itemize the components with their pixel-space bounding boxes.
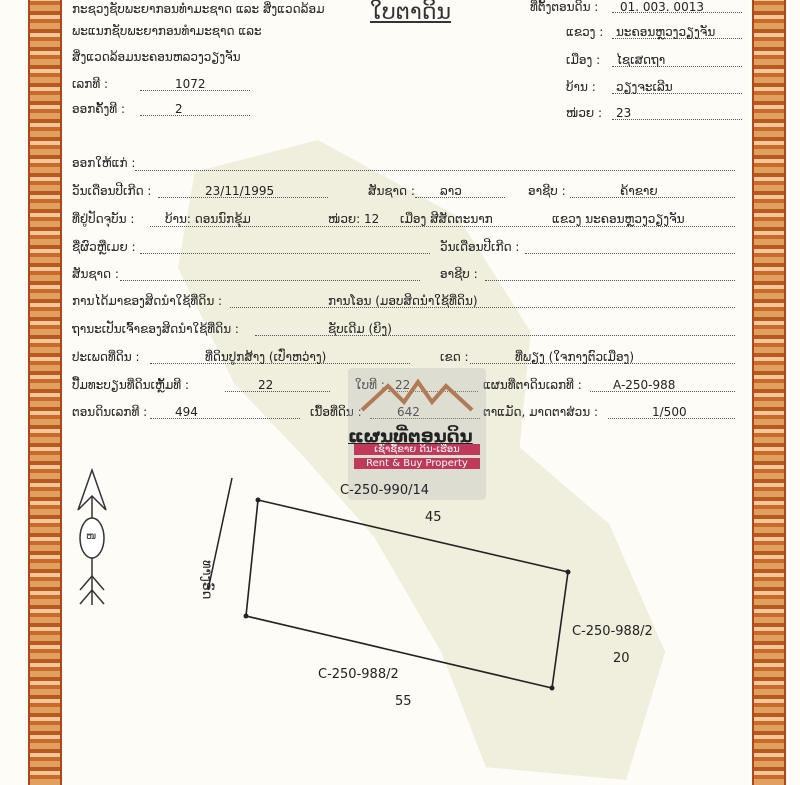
issue-label: ອອກຄັ້ງທີ : (72, 102, 125, 116)
occupation-value: ຄ້າຂາຍ (620, 184, 658, 198)
address-district: ເມືອງ ສີສັດຕະນາກ (400, 212, 493, 226)
district-value: ໄຊເສດຖາ (616, 53, 666, 67)
district-label: ເມືອງ : (566, 53, 601, 67)
spouse-label: ຊື່ຜົວຫຼືເມຍ : (72, 240, 136, 254)
land-type-value: ທີ່ດິນປູກສ້າງ (ເປົ່າຫວ່າງ) (205, 350, 327, 364)
spouse-occupation-label: ອາຊີບ : (440, 267, 478, 281)
page-label: ໃບທີ : (355, 378, 385, 392)
right-side-length: 20 (613, 651, 630, 666)
ministry-line2: ພະແນກຊັບພະຍາກອນທຳມະຊາດ ແລະ (72, 24, 262, 38)
register-value: 22 (258, 378, 274, 392)
page-value: 22 (395, 378, 411, 392)
status-value: ຊັບເດີມ (ຍິງ) (328, 322, 392, 336)
right-neighbor-parcel: C-250-988/2 (572, 624, 653, 639)
unit-value: 23 (616, 106, 632, 120)
acquisition-value: ການໂອນ (ມອບສິດນຳໃຊ້ທີ່ດິນ) (328, 294, 478, 308)
address-label: ທີ່ຢູ່ປັດຈຸບັນ : (72, 212, 135, 226)
top-side-length: 45 (425, 510, 442, 525)
north-label: ໜ (86, 531, 97, 542)
number-label: ເລກທີ : (72, 77, 109, 91)
issued-to-label: ອອກໃຫ້ແກ່ : (72, 156, 136, 170)
corner-marker (550, 686, 555, 691)
scale-label: ຕາແມັດ, ມາດຕາສ່ວນ : (483, 405, 599, 419)
area-label: ເນື້ອທີ່ດິນ : (310, 405, 362, 419)
nationality-value: ລາວ (440, 184, 462, 198)
code-value: 01. 003. 0013 (620, 0, 704, 14)
parcel-value: 494 (175, 405, 198, 419)
issue-value: 2 (175, 102, 183, 116)
land-type-label: ປະເພດທີ່ດິນ : (72, 350, 140, 364)
occupation-label: ອາຊີບ : (528, 184, 566, 198)
dob-value: 23/11/1995 (205, 184, 275, 198)
top-neighbor-parcel: C-250-990/14 (340, 483, 430, 498)
province-label: ແຂວງ : (566, 25, 604, 39)
address-village: ບ້ານ: ດອນນົກຂຸ້ມ (165, 212, 251, 226)
province-value: ນະຄອນຫຼວງວຽງຈັນ (616, 25, 716, 39)
parcel-label: ຕອນດິນເລກທີ : (72, 405, 148, 419)
register-label: ປື້ມທະບຽນທີ່ດິນເຫຼັ້ມທີ : (72, 378, 189, 392)
zone-value: ທີ່ພຽງ (ໃຈກາງຕົວເມືອງ) (515, 350, 635, 364)
number-value: 1072 (175, 77, 206, 91)
parcel-boundary (246, 500, 568, 688)
address-unit: ໜ່ວຍ: 12 (328, 212, 380, 226)
ministry-line3: ສິ່ງແວດລ້ອມນະຄອນຫລວງວຽງຈັນ (72, 50, 241, 64)
road-label: ທາງຣົດ (199, 560, 214, 600)
nationality-label: ສັນຊາດ : (368, 184, 415, 198)
scale-value: 1/500 (652, 405, 687, 419)
unit-label: ໜ່ວຍ : (566, 106, 603, 120)
village-value: ວຽງຈະເລີນ (616, 80, 673, 94)
zone-label: ເຂດ : (440, 350, 469, 364)
watermark-line1: ເຊົ່າຊື້ຂາຍ ດິນ-ເຮືອນ (354, 444, 480, 455)
acquisition-label: ການໄດ້ມາຂອງສິດນຳໃຊ້ທີ່ດິນ : (72, 294, 223, 308)
plan-title: ແຜນທີ່ຕອນດິນ (348, 426, 473, 447)
map-number-value: A-250-988 (613, 378, 676, 392)
bottom-side-length: 55 (395, 694, 412, 709)
address-province: ແຂວງ ນະຄອນຫຼວງວຽງຈັນ (552, 212, 685, 226)
bottom-neighbor-parcel: C-250-988/2 (318, 667, 399, 682)
dob-label: ວັນເດືອນປີເກີດ : (72, 184, 152, 198)
corner-marker (256, 498, 261, 503)
status-label: ຖານະເປັນເຈົ້າຂອງສິດນຳໃຊ້ທີ່ດິນ : (72, 322, 239, 336)
area-value: 642 (397, 405, 420, 419)
document-title: ໃບຕາດິນ (370, 0, 451, 25)
corner-marker (244, 614, 249, 619)
spouse-dob-label: ວັນເດືອນປີເກີດ : (440, 240, 520, 254)
watermark-line2: Rent & Buy Property (354, 458, 480, 469)
code-label: ທີ່ຕັ້ງຕອນດິນ : (530, 0, 599, 14)
ministry-line1: ກະຊວງຊັບພະຍາກອນທຳມະຊາດ ແລະ ສິ່ງແວດລ້ອມ (72, 2, 325, 16)
village-label: ບ້ານ : (566, 80, 596, 94)
spouse-nationality-label: ສັນຊາດ : (72, 267, 119, 281)
map-number-label: ແຜນທີ່ຕາດິນເລກທີ : (483, 378, 582, 392)
corner-marker (566, 570, 571, 575)
